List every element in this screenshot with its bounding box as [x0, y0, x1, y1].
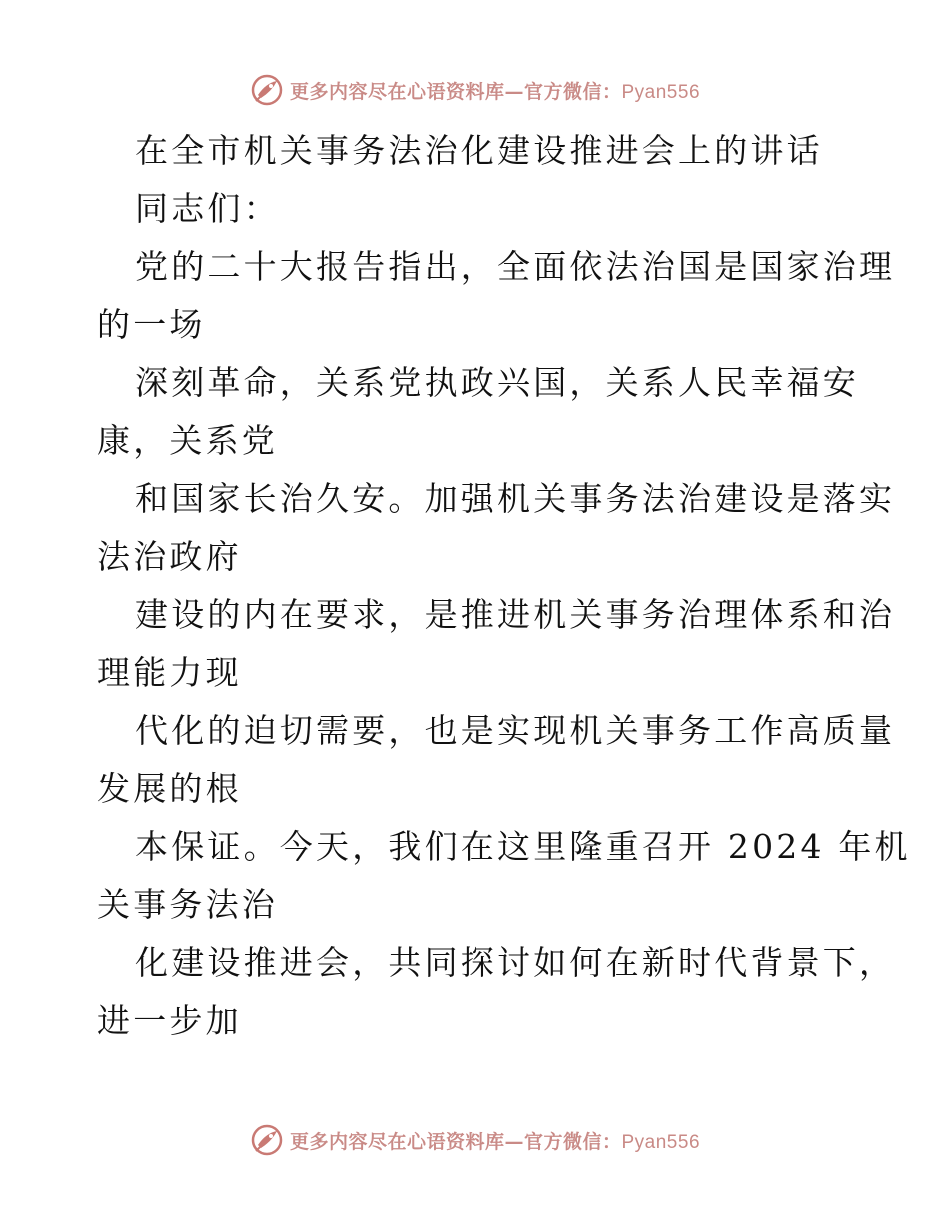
- pen-logo-icon: [250, 1123, 284, 1157]
- banner-wechat-id: Pyan556: [621, 1131, 701, 1153]
- text-line: 建设的内在要求，是推进机关事务治理体系和治: [135, 595, 896, 634]
- banner-text: 更多内容尽在心语资料库—官方微信：Pyan556: [289, 80, 701, 103]
- text-line: 进一步加: [97, 1001, 242, 1040]
- pen-logo-icon: [250, 73, 284, 107]
- text-line: 发展的根: [97, 769, 242, 808]
- header-banner: [0, 70, 950, 110]
- text-line: 党的二十大报告指出，全面依法治国是国家治理: [135, 247, 896, 286]
- document-body: [97, 122, 911, 1050]
- text-line: 代化的迫切需要，也是实现机关事务工作高质量: [135, 711, 896, 750]
- text-line: 化建设推进会，共同探讨如何在新时代背景下，: [135, 943, 896, 982]
- text-line: 本保证。今天，我们在这里隆重召开 2024 年机: [135, 827, 911, 866]
- banner-wechat-id: Pyan556: [621, 81, 701, 103]
- text-line: 的一场: [97, 305, 206, 344]
- text-line: 同志们：: [135, 189, 280, 228]
- text-line: 康，关系党: [97, 421, 278, 460]
- text-line: 在全市机关事务法治化建设推进会上的讲话: [135, 131, 823, 170]
- text-line: 法治政府: [97, 537, 242, 576]
- text-line: 理能力现: [97, 653, 242, 692]
- text-line: 深刻革命，关系党执政兴国，关系人民幸福安: [135, 363, 859, 402]
- footer-banner: [0, 1120, 950, 1160]
- text-line: 和国家长治久安。加强机关事务法治建设是落实: [135, 479, 896, 518]
- banner-text: 更多内容尽在心语资料库—官方微信：Pyan556: [289, 1130, 701, 1153]
- text-line: 关事务法治: [97, 885, 278, 924]
